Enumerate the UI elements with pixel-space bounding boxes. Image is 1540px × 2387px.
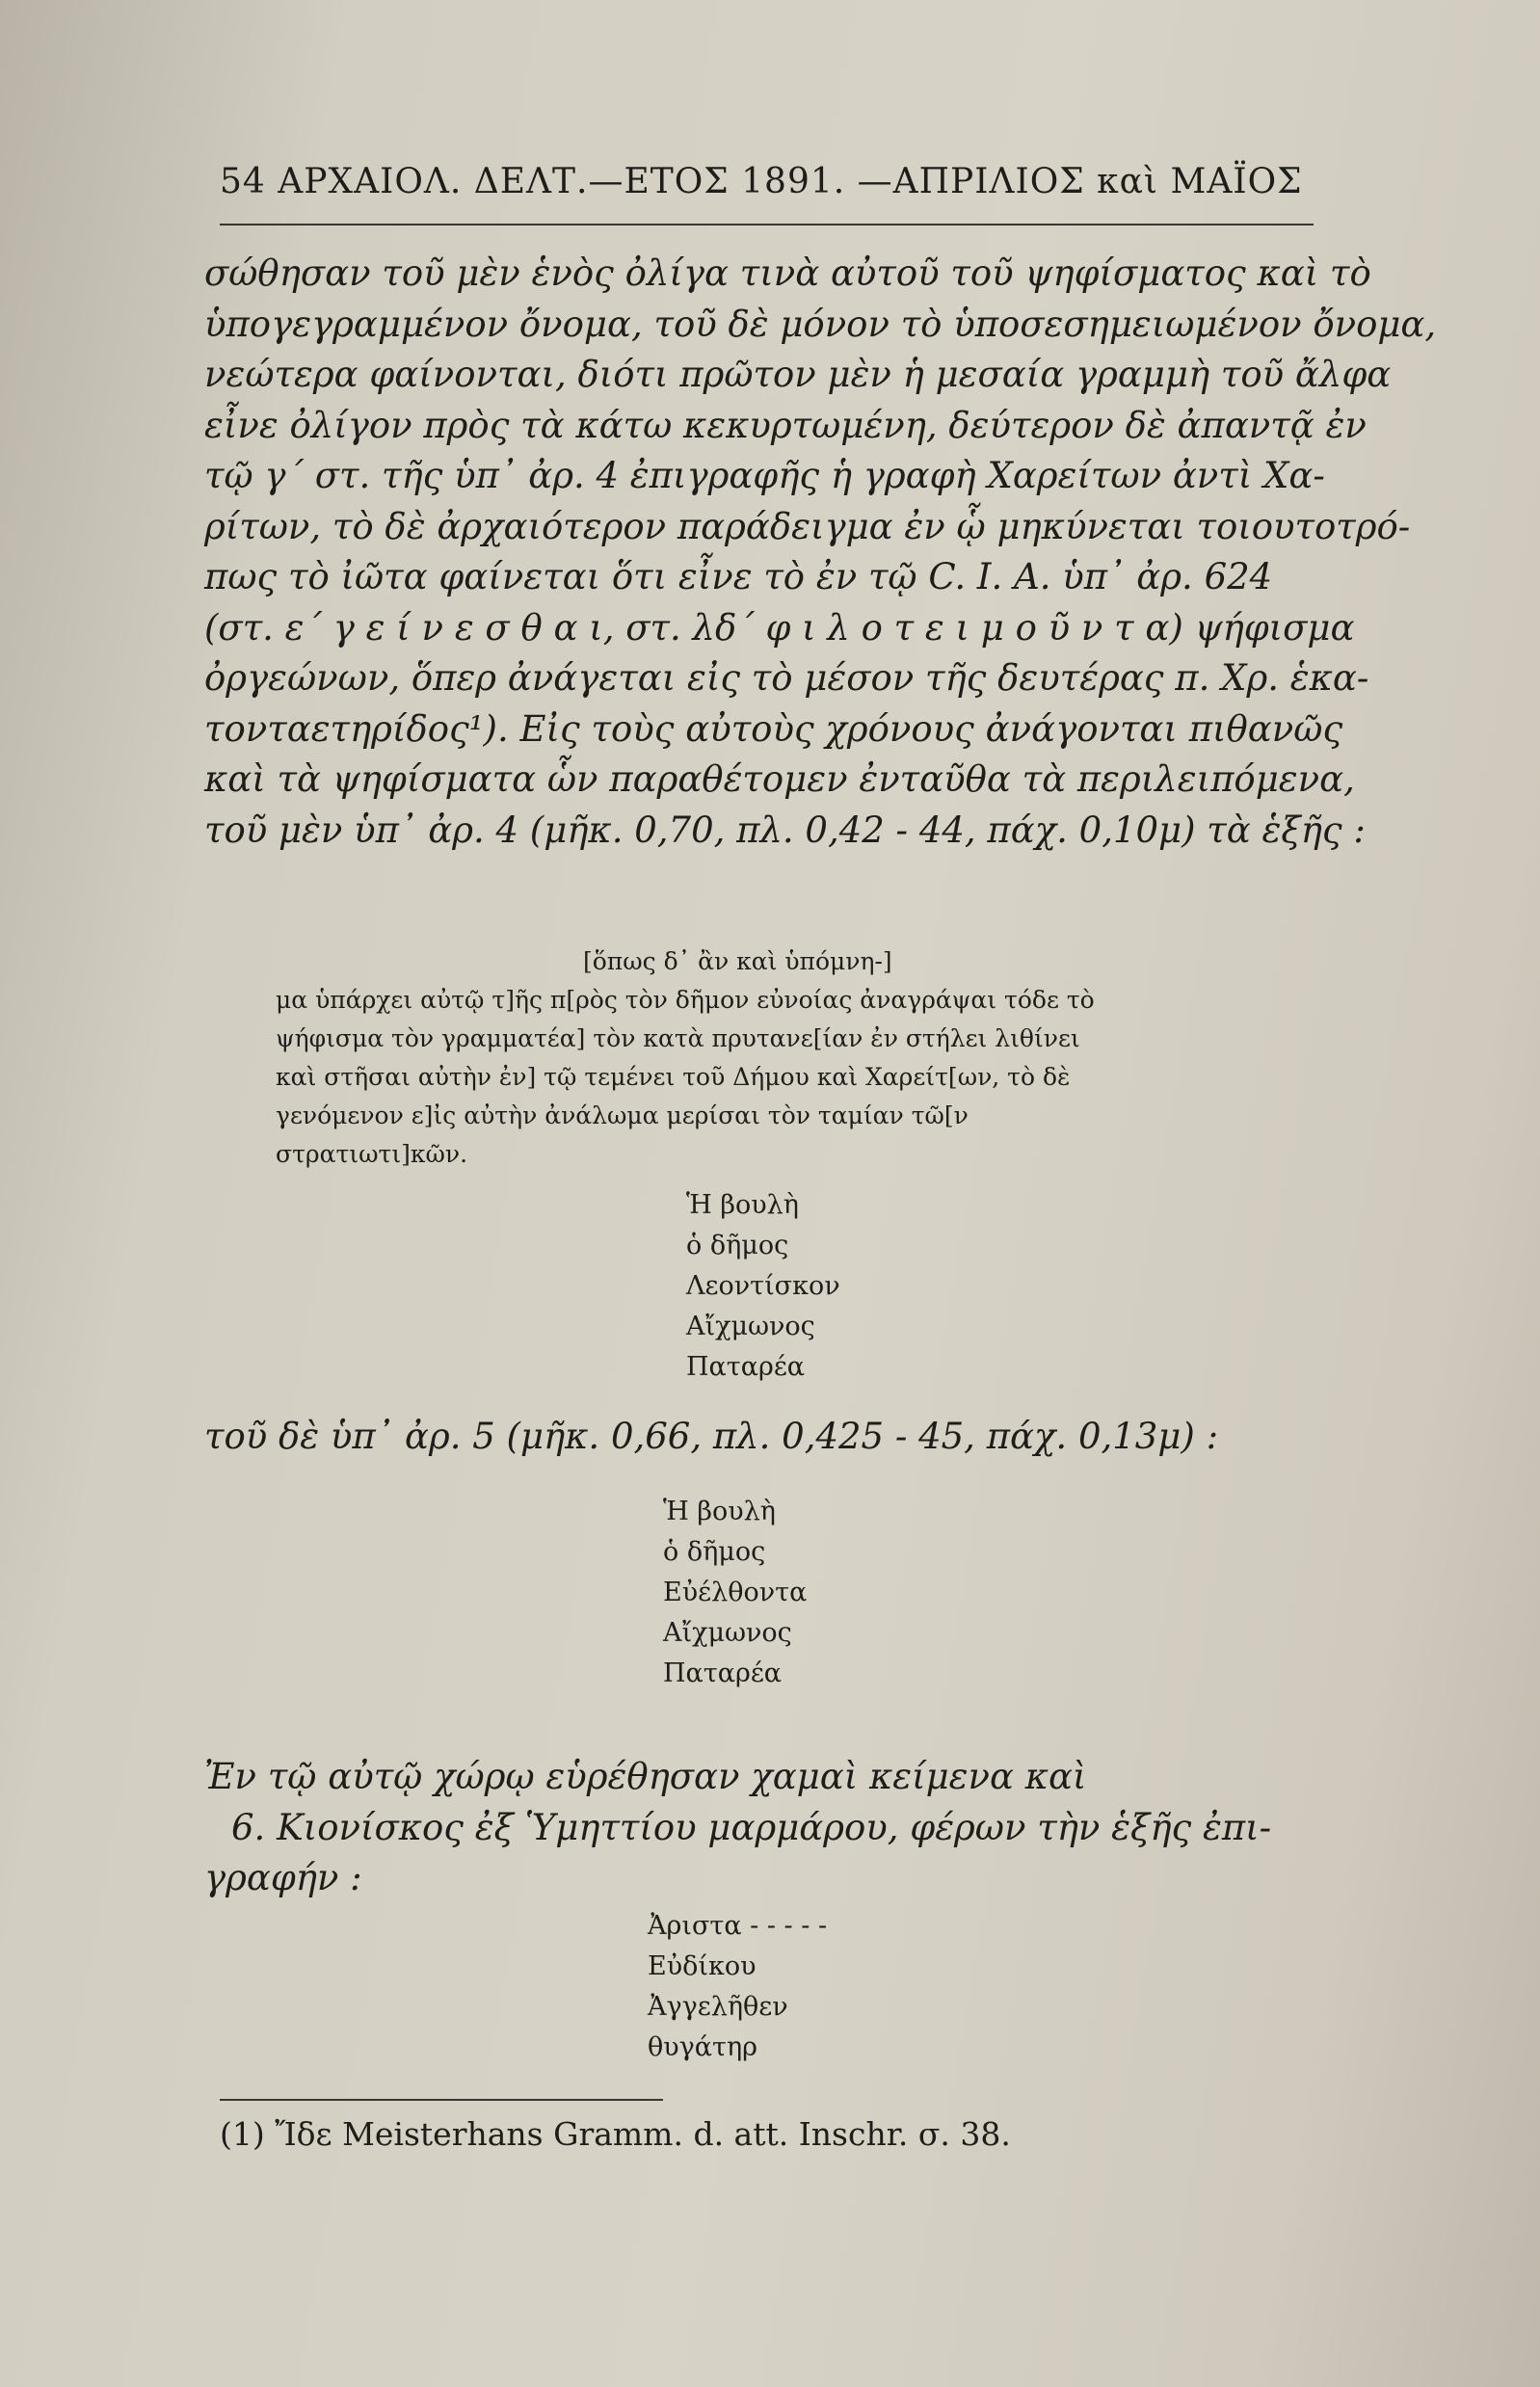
- inscription-line: καὶ στῆσαι αὐτὴν ἐν] τῷ τεμένει τοῦ Δήμου καὶ Χαρείτ[ων, τὸ δὲ: [276, 1063, 1071, 1091]
- text-line: 6. Κιονίσκος ἐξ Ὑμηττίου μαρμάρου, φέρων τὴν ἑξῆς ἐπι-: [231, 1806, 1272, 1848]
- inscription-line: Ἀριστα - - - - -: [648, 1911, 828, 1941]
- text-line: ὑπογεγραμμένον ὄνομα, τοῦ δὲ μόνον τὸ ὑποσεσημειωμένον ὄνομα,: [204, 303, 1437, 345]
- paragraph-2: [204, 1412, 1332, 1463]
- text-line: εἶνε ὀλίγον πρὸς τὰ κάτω κεκυρτωμένη, δεύτερον δὲ ἀπαντᾷ ἐν: [204, 404, 1367, 446]
- text-line: σώθησαν τοῦ μὲν ἑνὸς ὀλίγα τινὰ αὐτοῦ τοῦ ψηφίσματος καὶ τὸ: [204, 252, 1371, 294]
- name-line: Παταρέα: [663, 1658, 783, 1688]
- text-line: τοῦ δὲ ὑπ᾽ ἀρ. 5 (μῆκ. 0,66, πλ. 0,425 - 45, πάχ. 0,13μ) :: [204, 1416, 1219, 1457]
- header-rule: [220, 224, 1314, 225]
- name-line: Ἡ βουλὴ: [686, 1190, 799, 1220]
- name-line: Αἴχμωνος: [663, 1618, 792, 1648]
- inscription-5-names: [663, 1492, 807, 1694]
- inscription-line: θυγάτηρ: [648, 2032, 758, 2062]
- inscription-line: γενόμενον ε]ἰς αὐτὴν ἀνάλωμα μερίσαι τὸν ταμίαν τῶ[ν: [276, 1101, 969, 1129]
- inscription-4-text: [276, 981, 1095, 1174]
- text-line: τοῦ μὲν ὑπ᾽ ἀρ. 4 (μῆκ. 0,70, πλ. 0,42 - 44, πάχ. 0,10μ) τὰ ἑξῆς :: [204, 809, 1366, 851]
- name-line: ὁ δῆμος: [686, 1231, 789, 1260]
- paragraph-3: [204, 1752, 1332, 1904]
- text-line: (στ. ε΄ γ ε ί ν ε σ θ α ι, στ. λδ΄ φ ι λ ο τ ε ι μ ο ῦ ν τ α) ψήφισμα: [204, 606, 1355, 649]
- inscription-4-first-line: [ὅπως δ᾽ ἂν καὶ ὑπόμνη-]: [583, 947, 892, 975]
- name-line: ὁ δῆμος: [663, 1537, 766, 1567]
- text-line: τῷ γ΄ στ. τῆς ὑπ᾽ ἀρ. 4 ἐπιγραφῆς ἡ γραφὴ Χαρείτων ἀντὶ Χα-: [204, 455, 1325, 496]
- text-line: Ἐν τῷ αὐτῷ χώρῳ εὑρέθησαν χαμαὶ κείμενα καὶ: [204, 1756, 1087, 1797]
- running-head: 54 ΑΡΧΑΙΟΛ. ΔΕΛΤ.—ΕΤΟΣ 1891. —ΑΠΡΙΛΙΟΣ καὶ ΜΑΪΟΣ: [220, 162, 1303, 201]
- inscription-4-names: [686, 1185, 840, 1388]
- text-line: τονταετηρίδος¹). Εἰς τοὺς αὐτοὺς χρόνους ἀνάγονται πιθανῶς: [204, 707, 1343, 750]
- footnote-rule: [220, 2099, 663, 2101]
- paragraph-1: [204, 249, 1437, 856]
- inscription-line: μα ὑπάρχει αὐτῷ τ]ῆς π[ρὸς τὸν δῆμον εὐνοίας ἀναγράψαι τόδε τὸ: [276, 986, 1095, 1014]
- inscription-line: Ἀγγελῆθεν: [648, 1992, 788, 2022]
- inscription-6: [648, 1906, 827, 2068]
- inscription-line: ψήφισμα τὸν γραμματέα] τὸν κατὰ πρυτανε[ίαν ἐν στήλει λιθίνει: [276, 1024, 1080, 1052]
- text-line: ὀργεώνων, ὅπερ ἀνάγεται εἰς τὸ μέσον τῆς δευτέρας π. Χρ. ἑκα-: [204, 657, 1369, 699]
- text-line: καὶ τὰ ψηφίσματα ὧν παραθέτομεν ἐνταῦθα τὰ περιλειπόμενα,: [204, 758, 1355, 800]
- inscription-line: Εὐδίκου: [648, 1951, 757, 1981]
- name-line: Ἡ βουλὴ: [663, 1497, 776, 1526]
- footnote: (1) Ἴδε Meisterhans Gramm. d. att. Inschr. σ. 38.: [220, 2115, 1011, 2153]
- inscription-line: στρατιωτι]κῶν.: [276, 1140, 468, 1168]
- name-line: Εὐέλθοντα: [663, 1578, 808, 1607]
- text-line: ρίτων, τὸ δὲ ἀρχαιότερον παράδειγμα ἐν ᾧ μηκύνεται τοιουτοτρό-: [204, 505, 1411, 547]
- text-line: γραφήν :: [204, 1857, 362, 1898]
- name-line: Αἴχμωνος: [686, 1312, 815, 1341]
- name-line: Λεοντίσκον: [686, 1271, 840, 1301]
- name-line: Παταρέα: [686, 1352, 806, 1382]
- text-line: νεώτερα φαίνονται, διότι πρῶτον μὲν ἡ μεσαία γραμμὴ τοῦ ἄλφα: [204, 354, 1392, 395]
- text-line: πως τὸ ἰῶτα φαίνεται ὅτι εἶνε τὸ ἐν τῷ C. I. A. ὑπ᾽ ἀρ. 624: [204, 556, 1273, 597]
